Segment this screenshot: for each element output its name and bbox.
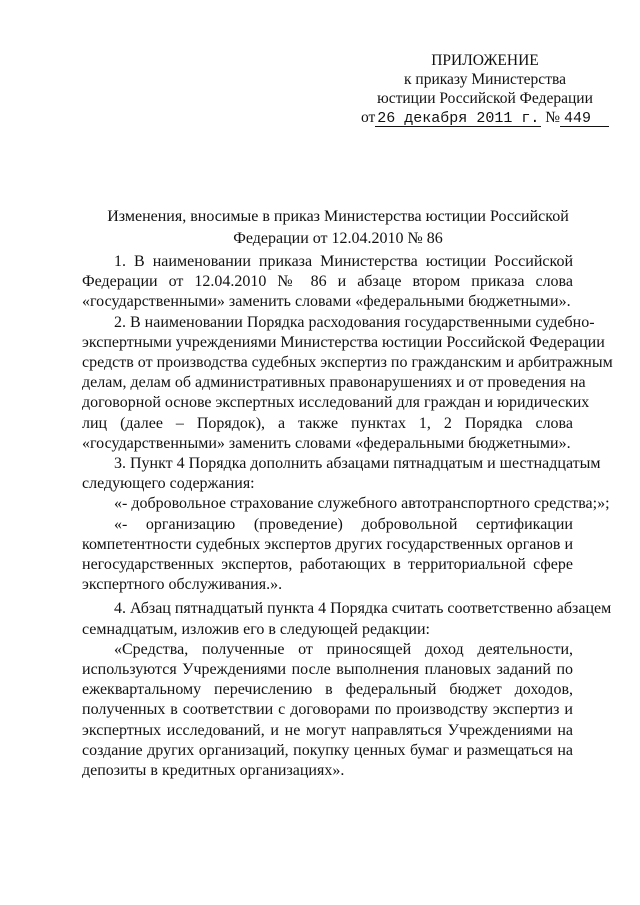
text-line: полученных в соответствии с договорами по производству экспертиз и	[82, 701, 573, 719]
text-line: создание других организаций, покупку ценных бумаг и размещаться на	[82, 741, 573, 759]
appendix-line: юстиции Российской Федерации	[377, 90, 593, 107]
text-line: ежеквартальному перечислению в федеральный бюджет доходов,	[82, 681, 573, 699]
text-line: 4. Абзац пятнадцатый пункта 4 Порядка считать соответственно абзацем	[114, 600, 612, 618]
paragraph	[82, 515, 573, 596]
title-line: Изменения, вносимые в приказ Министерства юстиции Российской	[107, 208, 569, 225]
text-line: «- добровольное страхование служебного автотранспортного средства;»;	[114, 495, 610, 513]
text-line: 2. В наименовании Порядка расходования государственными судебно-	[114, 313, 595, 331]
text-line: компетентности судебных экспертов других государственных органов и	[82, 535, 574, 553]
text-line: Федерации от 12.04.2010 № 86 и абзаце втором приказа слова	[82, 273, 573, 291]
text-line: 3. Пункт 4 Порядка дополнить абзацами пятнадцатым и шестнадцатым	[114, 455, 601, 473]
document-body	[82, 252, 613, 781]
order-date: 26 декабря 2011 г.	[377, 110, 540, 127]
document-title	[82, 206, 594, 250]
text-line: экспертными учреждениями Министерства юстиции Российской Федерации	[82, 333, 605, 351]
appendix-title: ПРИЛОЖЕНИЕ	[431, 52, 539, 69]
text-line: договорной основе экспертных исследований для граждан и юридических	[82, 394, 590, 412]
text-line: лиц (далее – Порядок), а также пунктах 1, 2 Порядка слова	[82, 414, 573, 432]
text-line: «- организацию (проведение) добровольной сертификации	[114, 515, 573, 533]
appendix-header	[330, 51, 640, 127]
order-number: 449	[560, 111, 609, 127]
date-prefix: от	[360, 109, 376, 126]
text-line: следующего содержания:	[82, 475, 255, 493]
text-line: экспертных исследований, и не могут направляться Учреждениями на	[82, 721, 573, 739]
text-line: негосударственных экспертов, работающих в территориальной сфере	[82, 556, 573, 574]
paragraph	[82, 494, 610, 514]
paragraph	[82, 454, 601, 494]
text-line: «государственными» заменить словами «федеральными бюджетными».	[82, 434, 571, 452]
text-line: экспертного обслуживания.».	[82, 576, 283, 594]
text-line: семнадцатым, изложив его в следующей редакции:	[82, 620, 430, 638]
text-line: депозиты в кредитных организациях».	[82, 762, 345, 780]
title-line: Федерации от 12.04.2010 № 86	[233, 230, 443, 247]
text-line: средств от производства судебных экспертиз по гражданским и арбитражным	[82, 354, 613, 372]
text-line: 1. В наименовании приказа Министерства юстиции Российской	[114, 253, 573, 270]
paragraph	[82, 599, 612, 639]
paragraph	[82, 313, 613, 454]
text-line: используются Учреждениями после выполнения плановых заданий по	[82, 661, 573, 679]
order-date-line	[330, 108, 640, 127]
paragraph	[82, 640, 573, 781]
text-line: делам, делам об административных правонарушениях и от проведения на	[82, 374, 586, 392]
appendix-line: к приказу Министерства	[404, 71, 566, 88]
text-line: «Средства, полученные от приносящей доход деятельности,	[114, 640, 573, 658]
text-line: «государственными» заменить словами «федеральными бюджетными».	[82, 293, 571, 311]
number-sign: №	[545, 109, 560, 126]
paragraph	[82, 252, 573, 313]
